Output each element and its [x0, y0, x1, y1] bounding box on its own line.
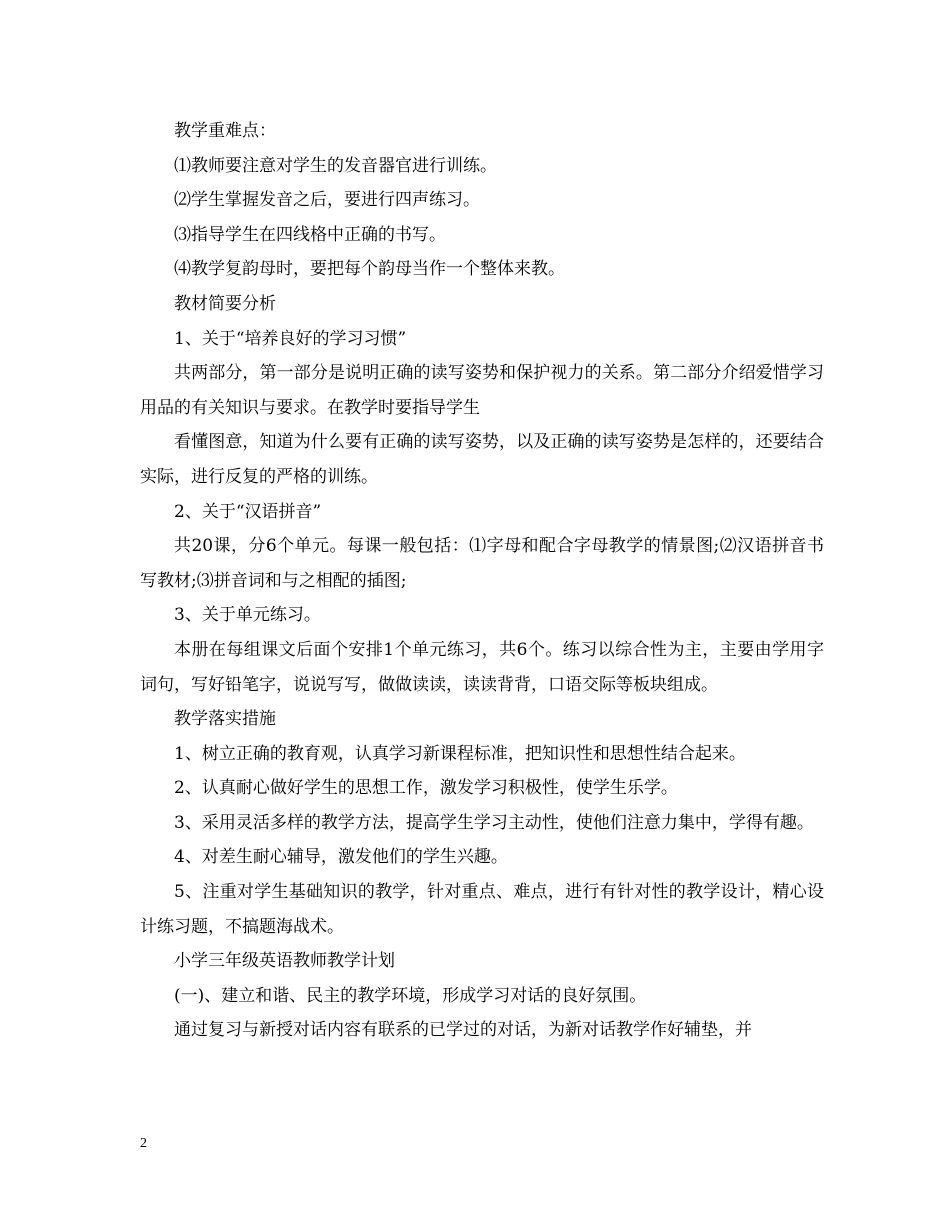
paragraph: ⑶指导学生在四线格中正确的书写。: [174, 224, 446, 245]
paragraph: 3、关于单元练习。: [174, 605, 321, 626]
page-number: 2: [140, 1136, 147, 1151]
paragraph: 5、注重对学生基础知识的教学，针对重点、难点，进行有针对性的教学设计，精心设计练习题，不搞题海战术。: [140, 882, 824, 937]
paragraph: (一)、建立和谐、民主的教学环境，形成学习对话的良好氛围。: [174, 985, 647, 1006]
paragraph: 看懂图意，知道为什么要有正确的读写姿势，以及正确的读写姿势是怎样的，还要结合实际，进行反复的严格的训练。: [140, 432, 824, 487]
paragraph: 3、采用灵活多样的教学方法，提高学生学习主动性，使他们注意力集中，学得有趣。: [174, 812, 814, 833]
paragraph: 共两部分，第一部分是说明正确的读写姿势和保护视力的关系。第二部分介绍爱惜学习用品的有关知识与要求。在教学时要指导学生: [140, 363, 824, 418]
paragraph: 1、关于“培养良好的学习习惯”: [174, 328, 407, 349]
paragraph: 4、对差生耐心辅导，激发他们的学生兴趣。: [174, 847, 508, 868]
section-heading: 小学三年级英语教师教学计划: [174, 951, 395, 972]
section-heading: 教材简要分析: [174, 293, 276, 314]
section-heading: 教学落实措施: [174, 709, 276, 730]
document-body: [140, 114, 824, 1048]
paragraph: ⑴教师要注意对学生的发音器官进行训练。: [174, 155, 497, 176]
paragraph: ⑵学生掌握发音之后，要进行四声练习。: [174, 190, 480, 211]
paragraph: 本册在每组课文后面个安排1个单元练习，共6个。练习以综合性为主，主要由学用字词句，写好铅笔字，说说写写，做做读读，读读背背，口语交际等板块组成。: [140, 639, 824, 695]
paragraph: 2、认真耐心做好学生的思想工作，激发学习积极性，使学生乐学。: [174, 778, 678, 799]
paragraph: 通过复习与新授对话内容有联系的已学过的对话，为新对话教学作好辅垫，并: [174, 1020, 752, 1041]
paragraph: 共20课，分6个单元。每课一般包括：⑴字母和配合字母教学的情景图;⑵汉语拼音书写教材;⑶拼音词和与之相配的插图;: [140, 536, 824, 591]
paragraph: 2、关于“汉语拼音”: [174, 501, 322, 522]
section-heading: 教学重难点：: [174, 121, 276, 141]
paragraph: ⑷教学复韵母时，要把每个韵母当作一个整体来教。: [174, 259, 565, 280]
paragraph: 1、树立正确的教育观，认真学习新课程标准，把知识性和思想性结合起来。: [174, 743, 746, 764]
